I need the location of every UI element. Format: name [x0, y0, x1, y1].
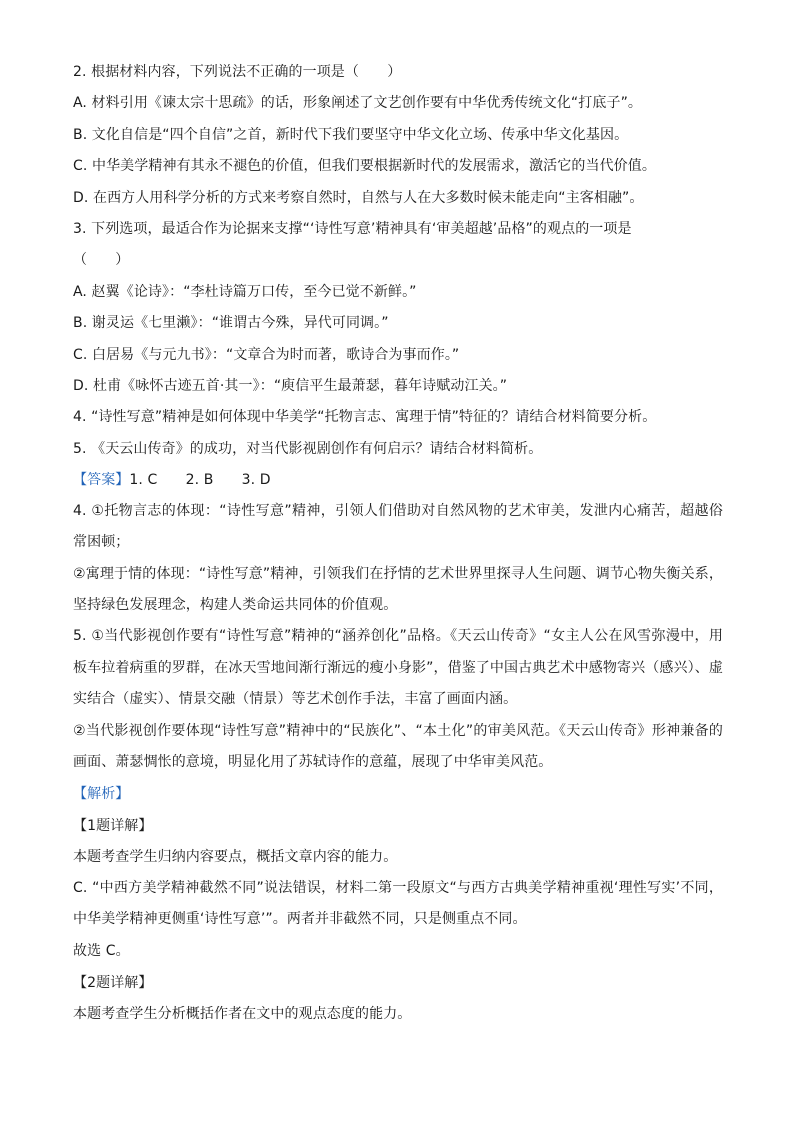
detail-1-choose: 故选 C。 — [73, 943, 130, 960]
detail-1-title: 【1题详解】 — [73, 817, 153, 834]
q2-option-d: D. 在西方人用科学分析的方式来考察自然时，自然与人在大多数时候未能走向“主客相融”。 — [73, 189, 644, 206]
q3-option-a: A. 赵翼《论诗》：“李杜诗篇万口传，至今已觉不新鲜。” — [73, 283, 417, 300]
answer-5-part2: ②当代影视创作要体现“诗性写意”精神中的“民族化”、“本土化”的审美风范。《天云山传奇》形神兼备的画面、萧瑟惆怅的意境，明显化用了苏轼诗作的意蕴，展现了中华审美风范。 — [73, 722, 723, 771]
q2-stem: 2. 根据材料内容，下列说法不正确的一项是（ ） — [73, 64, 402, 80]
q2-option-b: B. 文化自信是“四个自信”之首，新时代下我们要坚守中华文化立场、传承中华文化基因。 — [73, 126, 629, 143]
answer-choices: 1. C 2. B 3. D — [129, 472, 271, 489]
q3-option-d: D. 杜甫《咏怀古迹五首·其一》：“庾信平生最萧瑟，暮年诗赋动江关。” — [73, 377, 508, 394]
q3-stem-line2: （ ） — [73, 252, 130, 269]
q3-stem-line1: 3. 下列选项，最适合作为论据来支撑“‘诗性写意’精神具有‘审美超越’品格”的观点的一项是 — [73, 220, 632, 237]
analysis-label: 【解析】 — [73, 786, 130, 803]
q2-option-a: A. 材料引用《谏太宗十思疏》的话，形象阐述了文艺创作要有中华优秀传统文化“打底子”。 — [73, 95, 643, 112]
q5-stem: 5. 《天云山传奇》的成功，对当代影视剧创作有何启示？请结合材料简析。 — [73, 440, 543, 457]
answer-5-part1: 5. ①当代影视创作要有“诗性写意”精神的“涵养创化”品格。《天云山传奇》“女主人公在风雪弥漫中，用板车拉着病重的罗群，在冰天雪地间渐行渐远的瘦小身影”，借鉴了中国古典艺术中感物寄兴（感兴）、虚实结合（虚实）、情景交融（情景）等艺术创作手法，丰富了画面内涵。 — [73, 628, 723, 708]
answer-4-part1: 4. ①托物言志的体现：“诗性写意”精神，引领人们借助对自然风物的艺术审美，发泄内心痛苦，超越俗常困顿； — [73, 502, 723, 551]
q2-option-c: C. 中华美学精神有其永不褪色的价值，但我们要根据新时代的发展需求，激活它的当代价值。 — [73, 158, 656, 175]
detail-2-text: 本题考查学生分析概括作者在文中的观点态度的能力。 — [73, 1005, 412, 1022]
answer-label: 【答案】 — [73, 472, 130, 489]
detail-2-title: 【2题详解】 — [73, 974, 153, 991]
detail-1-text: 本题考查学生归纳内容要点，概括文章内容的能力。 — [73, 848, 398, 865]
q4-stem: 4. “诗性写意”精神是如何体现中华美学“托物言志、寓理于情”特征的？请结合材料简要分析。 — [73, 409, 657, 426]
answer-row — [73, 471, 723, 489]
q3-option-c: C. 白居易《与元九书》：“文章合为时而著，歌诗合为事而作。” — [73, 346, 460, 363]
answer-4-part2: ②寓理于情的体现：“诗性写意”精神，引领我们在抒情的艺术世界里探寻人生问题、调节心物失衡关系，坚持绿色发展理念，构建人类命运共同体的价值观。 — [73, 565, 723, 613]
q3-option-b: B. 谢灵运《七里濑》：“谁谓古今殊，异代可同调。” — [73, 315, 389, 332]
document-content — [73, 63, 723, 1036]
detail-1-option-c: C. “中西方美学精神截然不同”说法错误，材料二第一段原文“与西方古典美学精神重视‘理性写实’不同，中华美学精神更侧重‘诗性写意’”。两者并非截然不同，只是侧重点不同。 — [73, 879, 723, 928]
